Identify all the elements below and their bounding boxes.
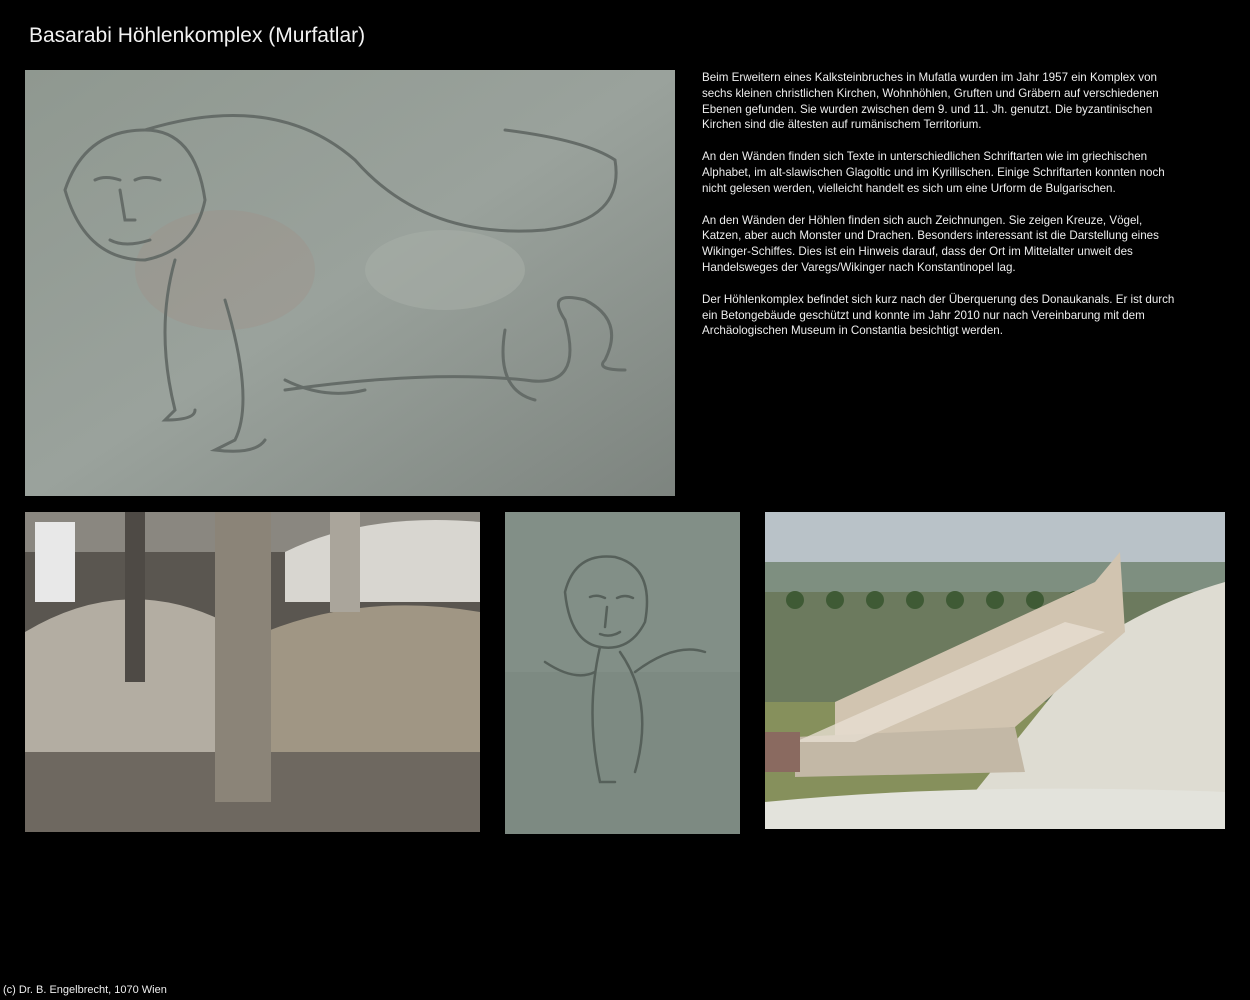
photo-figure-carving[interactable] (505, 512, 740, 834)
photo-cave-interior[interactable] (25, 512, 480, 832)
paragraph-2: An den Wänden finden sich Texte in unterschiedlichen Schriftarten wie im griechischen Alphabet, im alt-slawischen Glagoltic und im Kyrillischen. Einige Schriftarten konnten noch nicht gelesen werden, vielleicht handelt es sich um eine Urform de Bulgarischen. (702, 150, 1165, 195)
copyright-footer: (c) Dr. B. Engelbrecht, 1070 Wien (3, 984, 167, 996)
description-text (702, 70, 1182, 355)
page-title: Basarabi Höhlenkomplex (Murfatlar) (29, 24, 366, 47)
paragraph-4: Der Höhlenkomplex befindet sich kurz nach der Überquerung des Donaukanals. Er ist durch ein Betongebäude geschützt und konnte im Jahr 2010 nur nach Vereinbarung mit dem Archäologischen Museum in Constantia besichtigt werden. (702, 292, 1175, 338)
photo-lion-carving[interactable] (25, 70, 675, 496)
paragraph-3: An den Wänden der Höhlen finden sich auch Zeichnungen. Sie zeigen Kreuze, Vögel, Katzen, aber auch Monster und Drachen. Besonders interessant ist die Darstellung eines Wikinger-Schiffes. Dies ist ein Hinweis darauf, dass der Ort im Mittelalter unweit des Handelsweges der Varegs/Wikinger nach Konstantinopel lag. (702, 213, 1159, 274)
photo-protective-building[interactable] (765, 512, 1225, 829)
paragraph-1: Beim Erweitern eines Kalksteinbruches in Mufatla wurden im Jahr 1957 ein Komplex von sechs kleinen christlichen Kirchen, Wohnhöhlen, Gruften und Gräbern auf verschiedenen Ebenen gefunden. Sie wurden zwischen dem 9. und 11. Jh. genutzt. Die byzantinischen Kirchen sind die ältesten auf rumänischem Territorium. (702, 71, 1159, 132)
